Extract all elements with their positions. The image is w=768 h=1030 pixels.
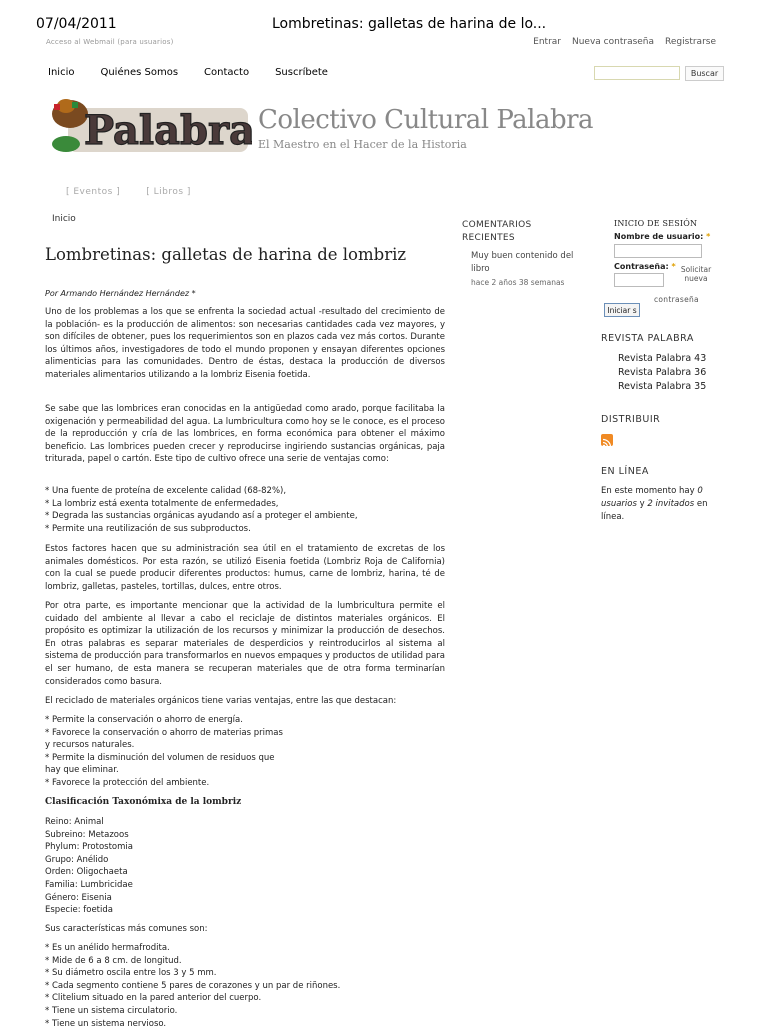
list-item: * Una fuente de proteína de excelente calidad (68-82%), [45, 486, 287, 496]
print-date: 07/04/2011 [36, 16, 117, 32]
secondary-nav [66, 187, 191, 197]
list-item: * Permite una reutilización de sus subproductos. [45, 523, 251, 534]
username-label: Nombre de usuario: * [614, 232, 711, 241]
online-guests-count: 2 invitados [647, 499, 695, 509]
revista-item[interactable]: Revista Palabra 35 [618, 381, 707, 392]
site-name[interactable]: Colectivo Cultural Palabra [258, 105, 594, 135]
nav-item-suscribete[interactable]: Suscríbete [275, 67, 328, 78]
list-item: * Clitelium situado en la pared anterior del cuerpo. [45, 993, 262, 1004]
online-heading: EN LÍNEA [601, 466, 649, 477]
article-list-1 [45, 485, 445, 535]
nav-item-contacto[interactable]: Contacto [204, 67, 250, 78]
article-p5: El reciclado de materiales orgánicos tiene varias ventajas, entre las que destacan: [45, 696, 397, 706]
list-item: * La lombriz está exenta totalmente de enfermedades, [45, 498, 279, 509]
required-mark: * [706, 232, 711, 241]
required-mark: * [671, 262, 676, 271]
list-item: Phylum: Protostomia [45, 842, 133, 853]
breadcrumb[interactable]: Inicio [52, 214, 76, 224]
list-item: Género: Eisenia [45, 892, 112, 903]
recent-comments-heading: COMENTARIOS RECIENTES [462, 220, 532, 243]
list-item: * Cada segmento contiene 5 pares de corazones y un par de riñones. [45, 980, 341, 991]
article-p2: Se sabe que las lombrices eran conocidas en la antigüedad como arado, porque facilitaba la oxigenación y permeabilidad del agua. La lumbricultura como hoy se le conoce, es el proceso de la reproducción y cría de las lombrices, en forma económica para obtener el máximo beneficio. Las lombrices pueden crecer y reproducirse ingiriendo sustancias orgánicas, paja triturada, papel o cartón. Este tipo de cultivo ofrece una serie de ventajas como: [45, 404, 445, 465]
list-item: Reino: Animal [45, 817, 104, 827]
list-item: * Es un anélido hermafrodita. [45, 943, 170, 953]
distribuir-heading: DISTRIBUIR [601, 414, 661, 425]
user-links [533, 37, 716, 47]
nav-item-inicio[interactable]: Inicio [48, 67, 75, 78]
subnav-eventos[interactable]: [ Eventos ] [66, 187, 121, 197]
register-link[interactable]: Registrarse [665, 37, 716, 47]
svg-text:Palabra: Palabra [84, 107, 252, 154]
article-p3: Estos factores hacen que su administración sea útil en el tratamiento de excretas de los animales domésticos. Por esta razón, se utilizó Eisenia foetida (Lombriz Roja de California) con la cual se puede producir diferentes productos: humus, carne de lombriz, harina, té de lombriz, galletas, pasteles, tortillas, dulces, entre otros. [45, 544, 445, 592]
article-p4: Por otra parte, es importante mencionar que la actividad de la lumbricultura permite el cuidado del ambiente al llevar a cabo el reciclaje de distintos materiales orgánicos. El propósito es optimizar la utilización de los recursos y minimizar la producción de desechos. En otras palabras es separar materiales de desperdicios y reintroducirlos al sistema al sistema de producción para transformarlos en nuevos empaques y productos de utilidad para el ser humano, de esta manera se recuperan materiales que de otra forma terminarían considerados como basura. [45, 601, 445, 687]
password-input[interactable] [614, 273, 664, 287]
article-list-2 [45, 714, 445, 790]
logo-image [44, 94, 252, 158]
list-item: * Degrada las sustancias orgánicas ayudando así a proteger el ambiente, [45, 511, 358, 522]
list-item: * Permite la conservación o ahorro de energía. [45, 715, 243, 725]
taxonomy-list [45, 816, 445, 917]
username-input[interactable] [614, 244, 702, 258]
rss-feed-icon[interactable] [601, 434, 613, 446]
subnav-libros[interactable]: [ Libros ] [146, 187, 191, 197]
list-item: y recursos naturales. [45, 740, 135, 751]
webmail-link[interactable]: Acceso al Webmail (para usuarios) [46, 38, 174, 46]
list-item: * Mide de 6 a 8 cm. de longitud. [45, 955, 182, 966]
revista-item[interactable]: Revista Palabra 43 [618, 353, 707, 364]
print-title: Lombretinas: galletas de harina de lo... [272, 16, 547, 32]
online-users-count: 0 usuarios [601, 486, 703, 509]
search-button[interactable]: Buscar [685, 66, 724, 81]
list-item: Orden: Oligochaeta [45, 867, 128, 878]
site-logo[interactable] [44, 94, 252, 158]
site-slogan: El Maestro en el Hacer de la Historia [258, 138, 467, 151]
article-p6: Sus características más comunes son: [45, 924, 208, 934]
login-link[interactable]: Entrar [533, 37, 561, 47]
list-item: * Su diámetro oscila entre los 3 y 5 mm. [45, 968, 217, 979]
request-password-link[interactable]: Solicitar nueva [680, 265, 712, 283]
article-list-3 [45, 942, 445, 1030]
article-p1: Uno de los problemas a los que se enfrenta la sociedad actual -resultado del crecimiento de la población- es la producción de alimentos: son necesarias cantidades cada vez mayores, y son difíciles de obtener, pues los requerimientos son en plazos cada vez más cortos. Durante los últimos años, investigadores de todo el mundo proponen y ensayan diferentes opciones alimenticias para las comunidades. Dentro de éstas, destaca la producción de diversos materiales alimentarios utilizando a la lombriz Eisenia foetida. [45, 307, 445, 380]
primary-nav [48, 67, 354, 78]
login-button[interactable]: Iniciar s [604, 303, 640, 317]
revista-item[interactable]: Revista Palabra 36 [618, 367, 707, 378]
article-byline: Por Armando Hernández Hernández * [45, 289, 196, 298]
article-title: Lombretinas: galletas de harina de lombriz [45, 245, 407, 264]
revista-heading: REVISTA PALABRA [601, 333, 694, 344]
recent-comment-link[interactable]: Muy buen contenido del libro [471, 251, 574, 274]
login-heading: INICIO DE SESIÓN [614, 219, 698, 228]
list-item: * Favorece la protección del ambiente. [45, 777, 210, 788]
recent-comment-meta: hace 2 años 38 semanas [471, 278, 565, 287]
list-item: Familia: Lumbricidae [45, 879, 133, 890]
revista-list [618, 352, 706, 394]
search-input[interactable] [594, 66, 680, 80]
list-item: Grupo: Anélido [45, 854, 109, 865]
list-item: * Favorece la conservación o ahorro de materias primas [45, 727, 283, 738]
list-item: * Permite la disminución del volumen de residuos que [45, 752, 275, 763]
taxonomy-heading: Clasificación Taxonómixa de la lombriz [45, 797, 242, 807]
list-item: hay que eliminar. [45, 765, 119, 776]
request-password-link-2[interactable]: contraseña [654, 295, 699, 304]
list-item: Subreino: Metazoos [45, 829, 129, 840]
list-item: * Tiene un sistema circulatorio. [45, 1005, 178, 1016]
nav-item-quienes-somos[interactable]: Quiénes Somos [100, 67, 179, 78]
online-status: En este momento hay 0 usuarios y 2 invitados en línea. [601, 486, 708, 522]
list-item: Especie: foetida [45, 905, 113, 916]
new-password-link[interactable]: Nueva contraseña [572, 37, 655, 47]
list-item: * Tiene un sistema nervioso. [45, 1018, 167, 1029]
password-label: Contraseña: * [614, 262, 676, 271]
